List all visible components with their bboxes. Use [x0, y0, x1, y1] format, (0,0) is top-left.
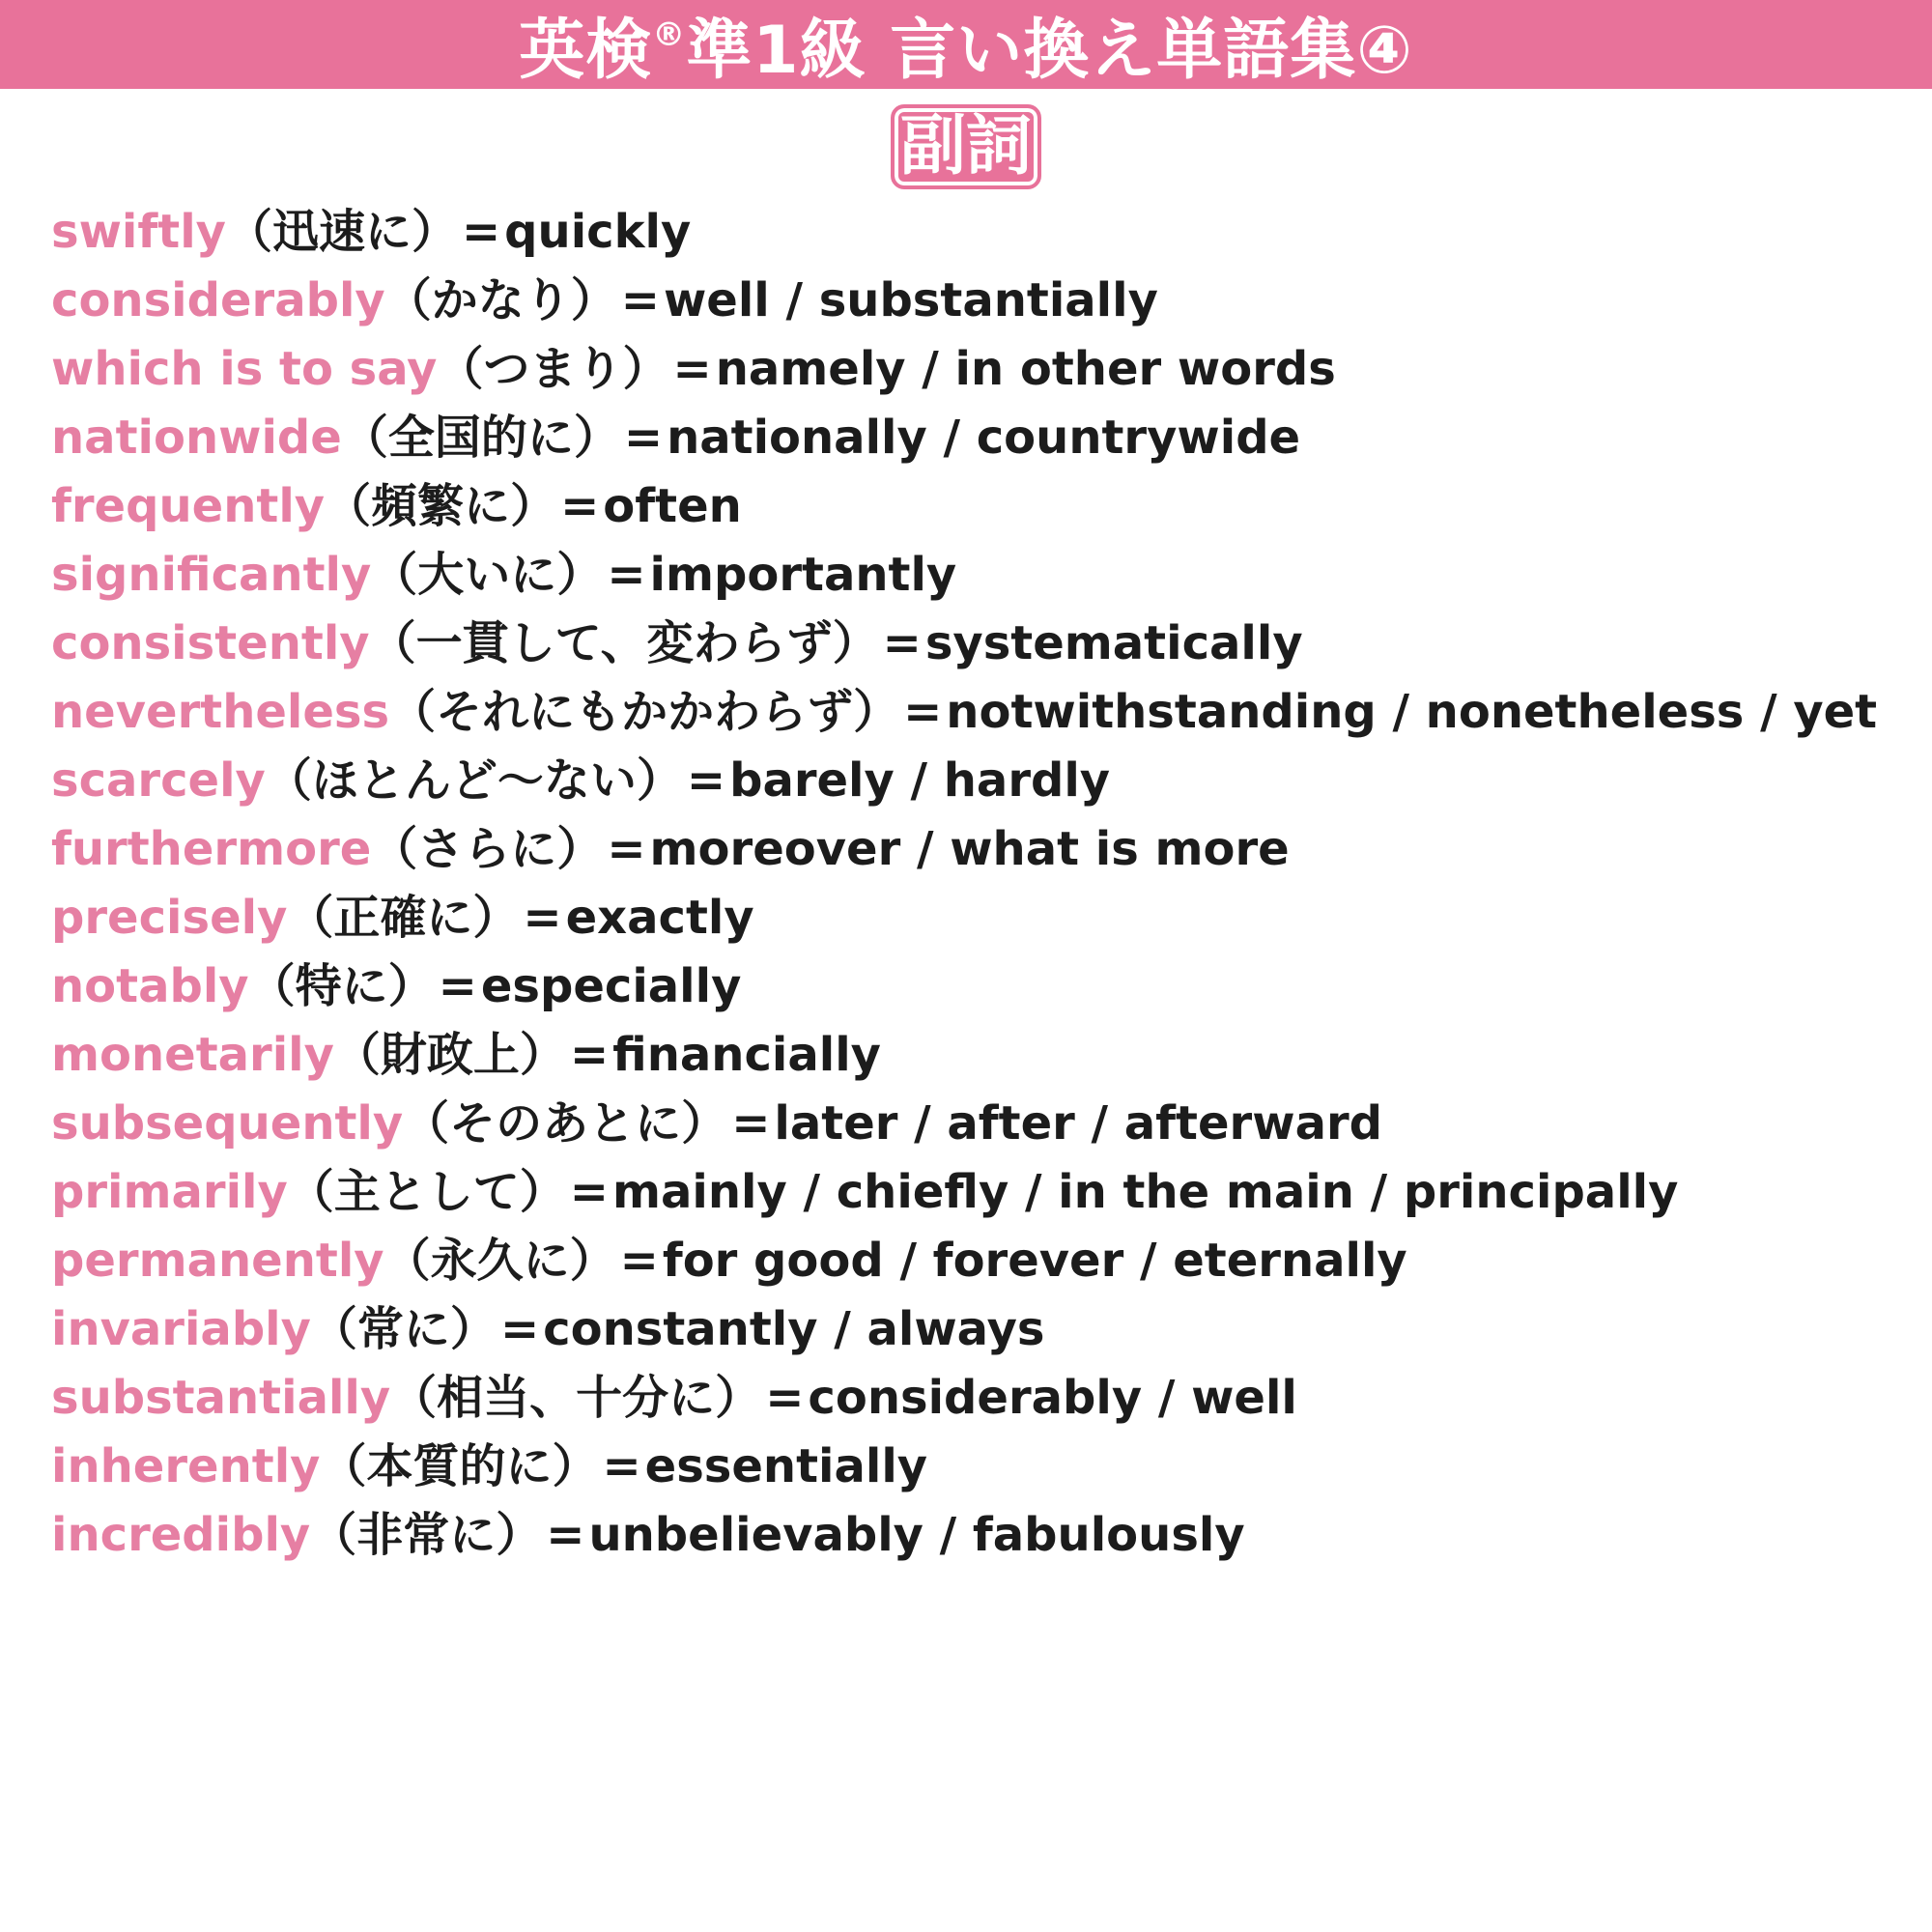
equals-sign: =: [731, 1096, 771, 1151]
word-list: [51, 198, 1877, 1570]
equals-sign: =: [602, 1439, 641, 1493]
term: nationwide: [51, 411, 342, 465]
gloss: （常に）: [310, 1302, 497, 1356]
list-item: [51, 404, 1877, 472]
gloss: （さらに）: [371, 822, 604, 876]
header-bar: [0, 0, 1932, 89]
equals-sign: =: [461, 205, 501, 259]
list-item: [51, 1090, 1877, 1158]
equals-sign: =: [569, 1165, 609, 1219]
gloss: （本質的に）: [320, 1439, 599, 1493]
synonyms: namely / in other words: [715, 342, 1336, 396]
synonyms: later / after / afterward: [774, 1096, 1382, 1151]
list-item: [51, 747, 1877, 815]
gloss: （全国的に）: [341, 411, 620, 465]
synonyms: systematically: [924, 616, 1303, 670]
term: permanently: [51, 1234, 384, 1288]
synonyms: often: [603, 479, 742, 533]
equals-sign: =: [620, 273, 660, 327]
list-item: [51, 1227, 1877, 1295]
list-item: [51, 335, 1877, 404]
gloss: （非常に）: [310, 1508, 543, 1562]
equals-sign: =: [686, 753, 726, 808]
section-badge-wrap: [0, 104, 1932, 189]
list-item: [51, 198, 1877, 267]
gloss: （それにもかかわらず）: [389, 685, 900, 739]
gloss: （永久に）: [384, 1234, 616, 1288]
list-item: [51, 472, 1877, 541]
synonyms: importantly: [649, 548, 957, 602]
list-item: [51, 1433, 1877, 1501]
page-title: [519, 0, 1413, 92]
gloss: （相当、十分に）: [390, 1371, 762, 1425]
synonyms: considerably / well: [808, 1371, 1297, 1425]
synonyms: for good / forever / eternally: [662, 1234, 1407, 1288]
synonyms: quickly: [504, 205, 692, 259]
term: frequently: [51, 479, 326, 533]
term: invariably: [51, 1302, 311, 1356]
term: which is to say: [51, 342, 438, 396]
synonyms: barely / hardly: [729, 753, 1111, 808]
term: inherently: [51, 1439, 321, 1493]
gloss: （財政上）: [333, 1028, 566, 1082]
list-item: [51, 1501, 1877, 1570]
synonyms: nationally / countrywide: [667, 411, 1301, 465]
gloss: （迅速に）: [225, 205, 458, 259]
synonyms: exactly: [565, 891, 754, 945]
equals-sign: =: [882, 616, 922, 670]
list-item: [51, 815, 1877, 884]
gloss: （大いに）: [371, 548, 604, 602]
list-item: [51, 1364, 1877, 1433]
equals-sign: =: [546, 1508, 585, 1562]
synonyms: financially: [612, 1028, 881, 1082]
term: significantly: [51, 548, 372, 602]
equals-sign: =: [438, 959, 477, 1013]
equals-sign: =: [569, 1028, 610, 1082]
term: substantially: [51, 1371, 391, 1425]
synonyms: unbelievably / fabulously: [588, 1508, 1245, 1562]
synonyms: moreover / what is more: [649, 822, 1290, 876]
equals-sign: =: [903, 685, 943, 739]
gloss: （特に）: [248, 959, 435, 1013]
gloss: （頻繁に）: [325, 479, 557, 533]
term: scarcely: [51, 753, 266, 808]
equals-sign: =: [607, 548, 646, 602]
list-item: [51, 1021, 1877, 1090]
term: precisely: [51, 891, 288, 945]
section-badge: 副詞: [891, 104, 1041, 189]
synonyms: mainly / chiefly / in the main / principally: [612, 1165, 1679, 1219]
term: primarily: [51, 1165, 288, 1219]
gloss: （一貫して、変わらず）: [369, 616, 879, 670]
term: subsequently: [51, 1096, 404, 1151]
equals-sign: =: [765, 1371, 805, 1425]
list-item: [51, 952, 1877, 1021]
term: nevertheless: [51, 685, 390, 739]
synonyms: notwithstanding / nonetheless / yet: [946, 685, 1878, 739]
equals-sign: =: [523, 891, 562, 945]
synonyms: constantly / always: [543, 1302, 1045, 1356]
term: monetarily: [51, 1028, 334, 1082]
term: furthermore: [51, 822, 372, 876]
equals-sign: =: [623, 411, 664, 465]
equals-sign: =: [619, 1234, 659, 1288]
synonyms: essentially: [644, 1439, 928, 1493]
list-item: [51, 1158, 1877, 1227]
term: swiftly: [51, 205, 226, 259]
title-text-before: 英検: [519, 12, 653, 89]
term: consistently: [51, 616, 370, 670]
registered-mark: ®: [652, 14, 687, 54]
synonyms: especially: [480, 959, 742, 1013]
term: considerably: [51, 273, 385, 327]
equals-sign: =: [499, 1302, 540, 1356]
gloss: （ほとんど〜ない）: [265, 753, 683, 808]
list-item: [51, 884, 1877, 952]
title-text-after: 準1級 言い換え単語集④: [686, 12, 1413, 89]
gloss: （正確に）: [287, 891, 520, 945]
gloss: （主として）: [287, 1165, 566, 1219]
list-item: [51, 267, 1877, 335]
term: incredibly: [51, 1508, 311, 1562]
list-item: [51, 541, 1877, 610]
gloss: （かなり）: [384, 273, 617, 327]
equals-sign: =: [607, 822, 646, 876]
list-item: [51, 610, 1877, 678]
equals-sign: =: [560, 479, 600, 533]
equals-sign: =: [672, 342, 712, 396]
gloss: （つまり）: [437, 342, 669, 396]
list-item: [51, 678, 1877, 747]
term: notably: [51, 959, 249, 1013]
gloss: （そのあとに）: [403, 1096, 728, 1151]
synonyms: well / substantially: [663, 273, 1158, 327]
list-item: [51, 1295, 1877, 1364]
